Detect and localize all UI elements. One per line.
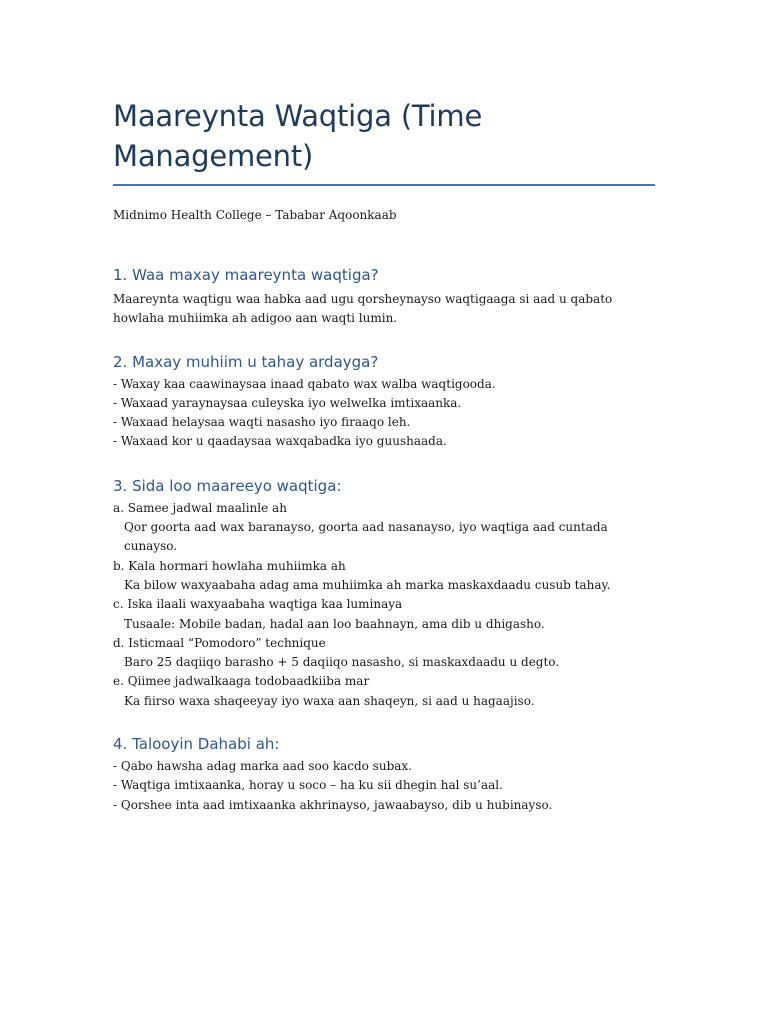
step-description: Qor goorta aad wax baranayso, goorta aad nasanayso, iyo waqtiga aad cuntada cunayso. <box>124 520 608 554</box>
document-page <box>113 96 658 815</box>
document-title: Maareynta Waqtiga (Time Management) <box>113 99 483 173</box>
step-description: Tusaale: Mobile badan, hadal aan loo baahnayn, ama dib u dhigasho. <box>124 616 545 631</box>
section-heading-2: 2. Maxay muhiim u tahay ardayga? <box>113 352 379 371</box>
step-description: Ka bilow waxyaabaha adag ama muhiimka ah marka maskaxdaadu cusub tahay. <box>124 577 611 592</box>
section-2-list <box>113 375 658 452</box>
document-subtitle: Midnimo Health College – Tababar Aqoonkaab <box>113 208 397 222</box>
step-title: d. Isticmaal “Pomodoro” technique <box>113 635 326 650</box>
list-item: - Qorshee inta aad imtixaanka akhrinayso, jawaabayso, dib u hubinayso. <box>113 797 553 812</box>
section-heading-1: 1. Waa maxay maareynta waqtiga? <box>113 266 379 284</box>
list-item: - Qabo hawsha adag marka aad soo kacdo subax. <box>113 759 412 774</box>
title-divider <box>113 184 655 186</box>
section-heading-4: 4. Talooyin Dahabi ah: <box>113 735 280 754</box>
step-description: Baro 25 daqiiqo barasho + 5 daqiiqo nasasho, si maskaxdaadu u degto. <box>124 655 560 670</box>
list-item: - Waxaad kor u qaadaysaa waxqabadka iyo guushaada. <box>113 434 447 449</box>
list-item: - Waqtiga imtixaanka, horay u soco – ha ku sii dhegin hal su’aal. <box>113 778 503 793</box>
list-item: - Waxay kaa caawinaysaa inaad qabato wax walba waqtigooda. <box>113 376 496 391</box>
list-item: - Waxaad yaraynaysaa culeyska iyo welwelka imtixaanka. <box>113 395 462 410</box>
section-heading-3: 3. Sida loo maareeyo waqtiga: <box>113 476 342 495</box>
section-4-list <box>113 757 658 815</box>
section-3-list <box>113 499 658 711</box>
step-title: a. Samee jadwal maalinle ah <box>113 500 287 515</box>
step-description: Ka fiirso waxa shaqeeyay iyo waxa aan shaqeyn, si aad u hagaajiso. <box>124 693 535 708</box>
step-title: c. Iska ilaali waxyaabaha waqtiga kaa luminaya <box>113 597 403 612</box>
step-title: b. Kala hormari howlaha muhiimka ah <box>113 558 346 573</box>
section-1-paragraph: Maareynta waqtigu waa habka aad ugu qorsheynayso waqtigaaga si aad u qabato howlaha muhiimka ah adigoo aan waqti lumin. <box>113 292 613 326</box>
list-item: - Waxaad helaysaa waqti nasasho iyo firaaqo leh. <box>113 415 411 430</box>
step-title: e. Qiimee jadwalkaaga todobaadkiiba mar <box>113 674 370 689</box>
